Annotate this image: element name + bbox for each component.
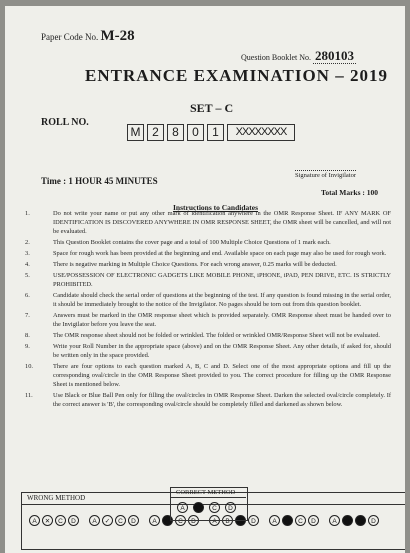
instruction-number: 7. xyxy=(25,312,30,319)
booklet-label: Question Booklet No. xyxy=(241,53,311,62)
roll-number-label: ROLL NO. xyxy=(41,117,89,128)
roll-char-box: 2 xyxy=(147,124,164,141)
correct-method-label: CORRECT METHOD xyxy=(176,489,236,496)
roll-masked-box: XXXXXXXX xyxy=(227,124,295,141)
instruction-number: 1. xyxy=(25,210,30,217)
answer-bubble: A xyxy=(269,515,280,526)
paper-code-label: Paper Code No. xyxy=(41,32,99,42)
instruction-text: There is negative marking in Multiple Choice Questions. For each wrong answer, 0.25 marks will be deducted. xyxy=(53,261,337,268)
paper-code-value: M-28 xyxy=(100,28,135,44)
instruction-item xyxy=(25,342,391,360)
booklet-value: 280103 xyxy=(315,48,354,63)
answer-bubble: ✓ xyxy=(102,515,113,526)
answer-bubble: C xyxy=(55,515,66,526)
instruction-text: Do not write your name or put any other mark of identification anywhere in the OMR Response Sheet. IF ANY MARK OF IDENTIFICATION IS DISCOVERED ANYWHERE IN OMR RESPONSE SHEET, the OMR sheet will be cancelled, and will not be evaluated. xyxy=(53,210,391,235)
instruction-item xyxy=(25,362,391,389)
question-booklet-number xyxy=(241,48,356,64)
instruction-item xyxy=(25,391,391,409)
answer-bubble: C xyxy=(235,515,246,526)
instruction-text: This Question Booklet contains the cover page and a total of 100 Multiple Choice Questions of 1 mark each. xyxy=(53,239,331,246)
instruction-item xyxy=(25,331,391,340)
answer-bubble: A xyxy=(209,515,220,526)
instruction-item xyxy=(25,260,391,269)
instruction-number: 2. xyxy=(25,239,30,246)
instruction-number: 9. xyxy=(25,343,30,350)
answer-bubble: B xyxy=(162,515,173,526)
wrong-method-example xyxy=(29,515,81,526)
instruction-number: 5. xyxy=(25,272,30,279)
answer-bubble: D xyxy=(188,515,199,526)
instruction-text: Answers must be marked in the OMR response sheet which is provided separately. OMR Response sheet must be handed over to the Invigilator before you leave the seat. xyxy=(53,312,391,328)
instruction-text: Write your Roll Number in the appropriate space (above) and on the OMR Response Sheet. Any other details, if asked for, should be written only in the space provided. xyxy=(53,343,391,359)
wrong-method-example xyxy=(269,515,321,526)
instruction-text: Candidate should check the serial order of questions at the beginning of the test. If any question is found missing in the serial order, it should be immediately brought to the notice of the Invigilator. No pages should be torn out from this question booklet. xyxy=(53,292,391,308)
wrong-method-example xyxy=(89,515,141,526)
instruction-text: Use Black or Blue Ball Pen only for filling the oval/circles in OMR Response Sheet. Darken the selected oval/circle completely. If the correct answer is 'B', the corresponding oval/circle should be completely filled and darkened as shown below. xyxy=(53,392,391,408)
answer-bubble: C xyxy=(115,515,126,526)
answer-bubble: C xyxy=(175,515,186,526)
instruction-item xyxy=(25,249,391,258)
signature-invigilator: Signature of Invigilator xyxy=(295,172,357,179)
roll-char-box: M xyxy=(127,124,144,141)
instructions-heading: Instructions to Candidates xyxy=(173,203,259,212)
instruction-item xyxy=(25,311,391,329)
answer-bubble: C xyxy=(355,515,366,526)
total-marks: Total Marks : 100 xyxy=(321,188,379,197)
question-booklet-cover xyxy=(5,6,405,553)
answer-bubble: B xyxy=(282,515,293,526)
instruction-text: There are four options to each question marked A, B, C and D. Select one of the most appropriate options and fill up the corresponding oval/circle in the OMR Response Sheet provided to you. The correct procedure for filling up the OMR Response Sheet is mentioned below. xyxy=(53,363,391,388)
instruction-item xyxy=(25,238,391,247)
exam-set: SET – C xyxy=(190,101,234,115)
correct-method-divider xyxy=(170,497,246,498)
answer-bubble: A xyxy=(29,515,40,526)
answer-bubble: C xyxy=(295,515,306,526)
instructions-list xyxy=(25,209,391,411)
answer-bubble: C xyxy=(209,502,220,513)
instruction-number: 3. xyxy=(25,250,30,257)
instruction-number: 6. xyxy=(25,292,30,299)
instruction-number: 11. xyxy=(25,392,33,399)
paper-code xyxy=(41,28,135,45)
answer-bubble: A xyxy=(329,515,340,526)
answer-bubble: D xyxy=(128,515,139,526)
answer-bubble: D xyxy=(368,515,379,526)
answer-bubble: D xyxy=(68,515,79,526)
instruction-item xyxy=(25,271,391,289)
instruction-item xyxy=(25,209,391,236)
answer-bubble: B xyxy=(222,515,233,526)
instruction-text: Space for rough work has been provided at the beginning and end. Available space on each page may also be used for rough work. xyxy=(53,250,387,257)
roll-char-box: 1 xyxy=(207,124,224,141)
answer-bubble: A xyxy=(89,515,100,526)
roll-char-box: 8 xyxy=(167,124,184,141)
answer-bubble: A xyxy=(177,502,188,513)
roll-number-boxes xyxy=(127,124,295,141)
instruction-text: USE/POSSESSION OF ELECTRONIC GADGETS LIKE MOBILE PHONE, iPHONE, iPAD, PEN DRIVE, ETC. IS STRICTLY PROHIBITED. xyxy=(53,272,391,288)
answer-bubble: B xyxy=(342,515,353,526)
instruction-text: The OMR response sheet should not be folded or wrinkled. The folded or wrinkled OMR/Response Sheet will not be evaluated. xyxy=(53,332,380,339)
correct-method-bubbles xyxy=(177,502,241,513)
answer-bubble: D xyxy=(308,515,319,526)
answer-bubble: D xyxy=(248,515,259,526)
instruction-item xyxy=(25,291,391,309)
wrong-method-label: WRONG METHOD xyxy=(27,494,86,502)
roll-char-box: 0 xyxy=(187,124,204,141)
instruction-number: 8. xyxy=(25,332,30,339)
answer-bubble: A xyxy=(149,515,160,526)
exam-time: Time : 1 HOUR 45 MINUTES xyxy=(41,176,158,186)
answer-bubble: D xyxy=(225,502,236,513)
exam-title: ENTRANCE EXAMINATION – 2019 xyxy=(85,66,388,85)
answer-bubble: B xyxy=(193,502,204,513)
answer-bubble: ✕ xyxy=(42,515,53,526)
instruction-number: 10. xyxy=(25,363,33,370)
wrong-method-example xyxy=(329,515,381,526)
instruction-number: 4. xyxy=(25,261,30,268)
